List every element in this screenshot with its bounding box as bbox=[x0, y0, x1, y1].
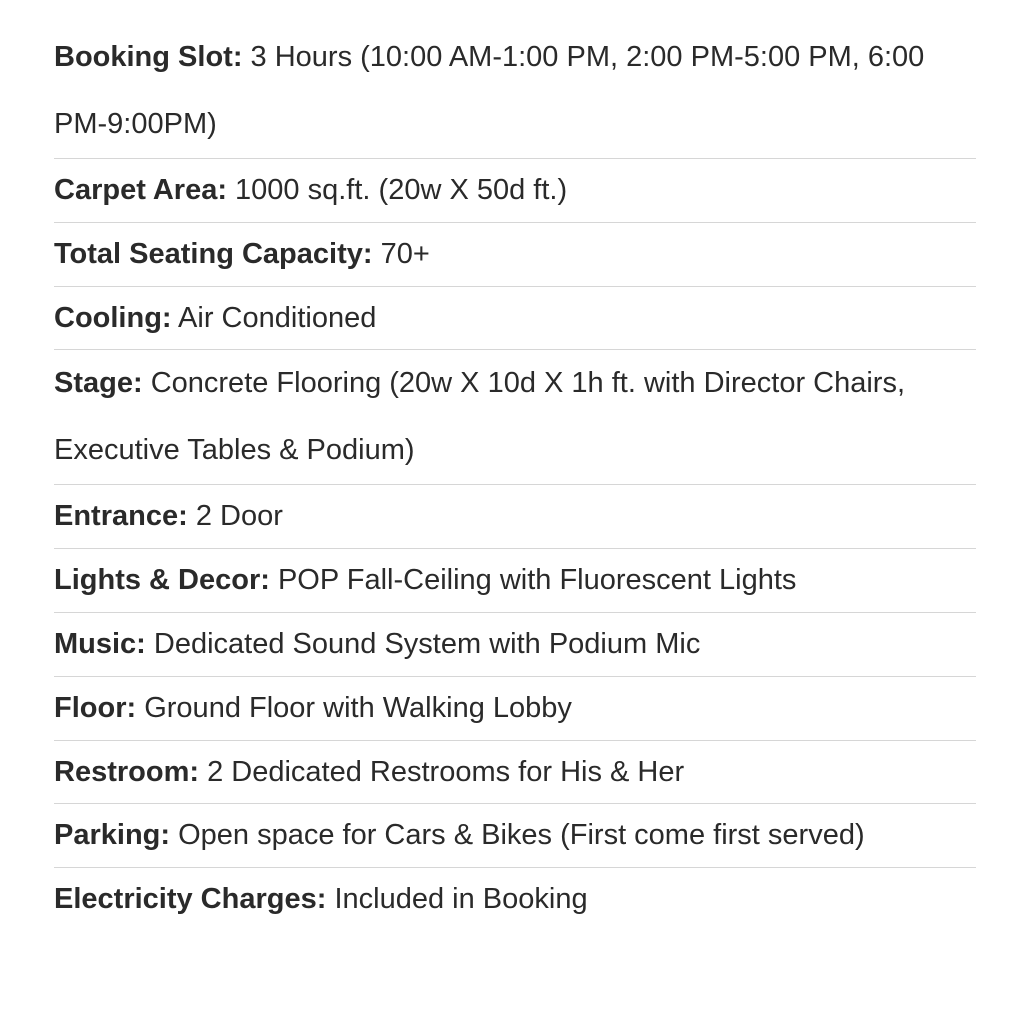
spec-value: 2 Dedicated Restrooms for His & Her bbox=[207, 755, 685, 788]
spec-label: Electricity Charges: bbox=[54, 883, 327, 916]
spec-label: Entrance: bbox=[54, 500, 188, 533]
spec-row-seating-capacity bbox=[54, 223, 976, 287]
spec-label: Stage: bbox=[54, 367, 143, 400]
spec-label: Floor: bbox=[54, 691, 137, 724]
spec-row-restroom bbox=[54, 741, 976, 805]
spec-row-cooling bbox=[54, 287, 976, 351]
spec-value: Included in Booking bbox=[334, 883, 588, 916]
spec-row-electricity-charges bbox=[54, 868, 976, 931]
spec-value: Ground Floor with Walking Lobby bbox=[144, 691, 572, 724]
spec-row-stage bbox=[54, 350, 976, 485]
spec-label: Music: bbox=[54, 627, 146, 660]
spec-label: Restroom: bbox=[54, 755, 200, 788]
spec-label: Lights & Decor: bbox=[54, 564, 270, 597]
spec-row-lights-decor bbox=[54, 549, 976, 613]
spec-row-music bbox=[54, 613, 976, 677]
spec-value: Concrete Flooring (20w X 10d X 1h ft. with Director Chairs, Executive Tables & Podium) bbox=[54, 367, 906, 467]
spec-value: 1000 sq.ft. (20w X 50d ft.) bbox=[235, 174, 568, 206]
spec-value: 3 Hours (10:00 AM-1:00 PM, 2:00 PM-5:00 PM, 6:00 PM-9:00PM) bbox=[54, 41, 925, 140]
spec-value: 70+ bbox=[380, 237, 430, 270]
spec-row-floor bbox=[54, 677, 976, 741]
spec-row-entrance bbox=[54, 485, 976, 549]
spec-row-parking bbox=[54, 804, 976, 868]
spec-row-carpet-area bbox=[54, 159, 976, 223]
spec-value: 2 Door bbox=[195, 500, 283, 533]
spec-label: Total Seating Capacity: bbox=[54, 237, 373, 270]
spec-row-booking-slot bbox=[54, 24, 976, 159]
spec-label: Booking Slot: bbox=[54, 41, 243, 73]
spec-list bbox=[54, 24, 976, 931]
spec-label: Cooling: bbox=[54, 301, 172, 334]
spec-label: Carpet Area: bbox=[54, 174, 227, 206]
spec-value: Open space for Cars & Bikes (First come first served) bbox=[178, 819, 865, 852]
spec-value: POP Fall-Ceiling with Fluorescent Lights bbox=[277, 564, 797, 597]
spec-label: Parking: bbox=[54, 819, 171, 852]
spec-value: Air Conditioned bbox=[178, 301, 377, 334]
spec-value: Dedicated Sound System with Podium Mic bbox=[153, 627, 701, 660]
